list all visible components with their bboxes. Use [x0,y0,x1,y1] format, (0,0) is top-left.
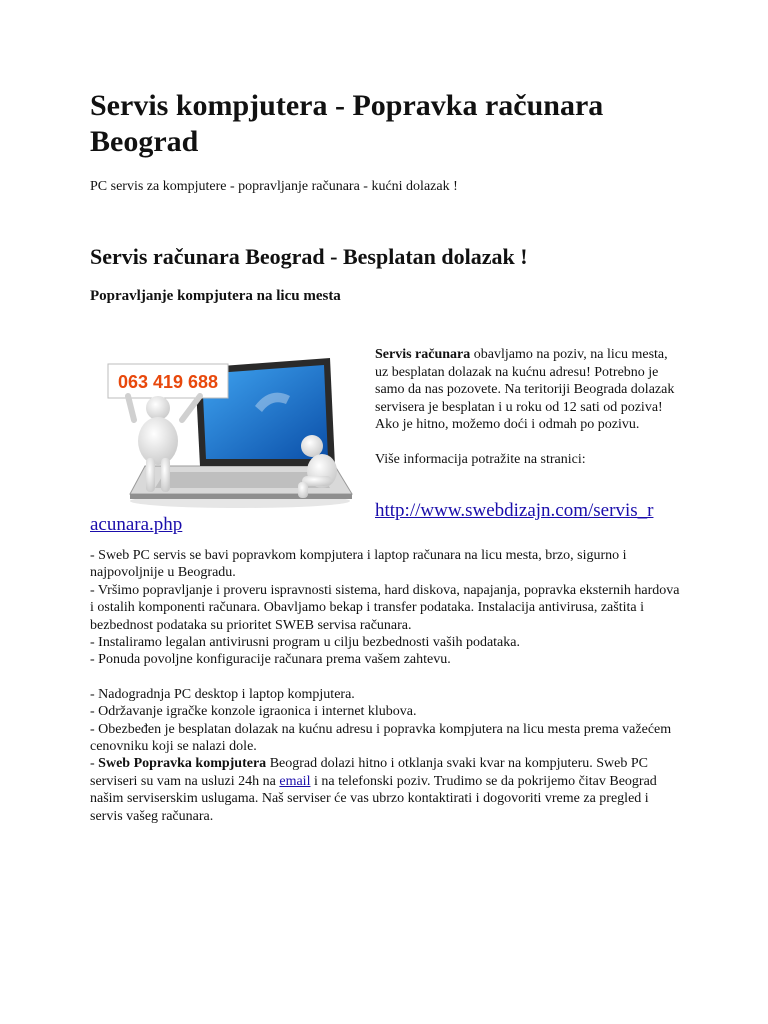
intro-text [375,346,675,468]
body-paragraph-2: - Vršimo popravljanje i proveru ispravnosti sistema, hard diskova, napajanja, popravka eksternih hardova i ostalih komponenti računara. Obavljamo bekap i transfer podataka. Instalacija antivirusa, zaštita i bezbednost podataka su prioritet SWEB servisa računara. [90,582,680,633]
body-paragraph-7: - Obezbeđen je besplatan dolazak na kućnu adresu i popravka kompjutera na licu mesta prema važećem cenovniku koji se nalazi dole. [90,721,672,755]
body-paragraph-8 [90,755,680,825]
page-subtitle: PC servis za kompjutere - popravljanje računara - kućni dolazak ! [90,179,458,194]
intro-body: obavljamo na poziv, na licu mesta, uz besplatan dolazak na kućnu adresu! Potrebno je samo da nas pozovete. Na teritoriji Beograda dolazak servisera je besplatan i u roku od 12 sati od poziva! Ako je hitno, možemo doći i odmah po pozivu. [375,347,675,432]
body-paragraph-1: - Sweb PC servis se bavi popravkom kompjutera i laptop računara na licu mesta, brzo, sigurno i najpovoljnije u Beogradu. [90,548,627,581]
p8-bold: Sweb Popravka kompjutera [98,756,267,772]
p8-prefix: - [90,756,99,772]
document-page [90,88,680,825]
p8-text-a: Beograd dolazi hitno i otklanja svaki kvar na kompjuteru. Sweb PC serviseri su vam na usluzi 24h na [90,756,649,789]
body-paragraph-6: - Održavanje igračke konzole igraonica i internet klubova. [90,704,417,720]
body-paragraph-4: - Ponuda povoljne konfiguracije računara prema vašem zahtevu. [90,652,451,668]
intro-bold-lead: Servis računara [375,347,471,362]
p8-text-b: i na telefonski poziv. Trudimo se da pokrijemo čitav Beograd našim serviserskim uslugama. Naš serviser će vas ubrzo kontaktirati i dogovoriti vreme za pregled i servis vašeg računara. [90,773,657,824]
page-title: Servis kompjutera - Popravka računara Beograd [90,89,604,158]
service-page-link-continued[interactable]: acunara.php [90,514,183,535]
intro-paragraph [375,346,675,434]
service-page-link[interactable]: http://www.swebdizajn.com/servis_r [375,500,654,521]
section-heading: Servis računara Beograd - Besplatan dolazak ! [90,244,528,269]
body-text [90,547,680,825]
phone-sign-text: 063 419 688 [117,372,219,392]
email-link[interactable]: email [279,773,311,789]
body-paragraph-3: - Instaliramo legalan antivirusni program u cilju bezbednosti vaših podataka. [90,635,520,651]
subsection-heading: Popravljanje kompjutera na licu mesta [90,288,341,304]
body-paragraph-5: - Nadogradnja PC desktop i laptop kompjutera. [90,686,355,702]
intro-block [90,346,680,521]
more-info-text: Više informacija potražite na stranici: [375,451,586,467]
spacer [90,669,680,686]
computer-repair-illustration [90,346,360,511]
